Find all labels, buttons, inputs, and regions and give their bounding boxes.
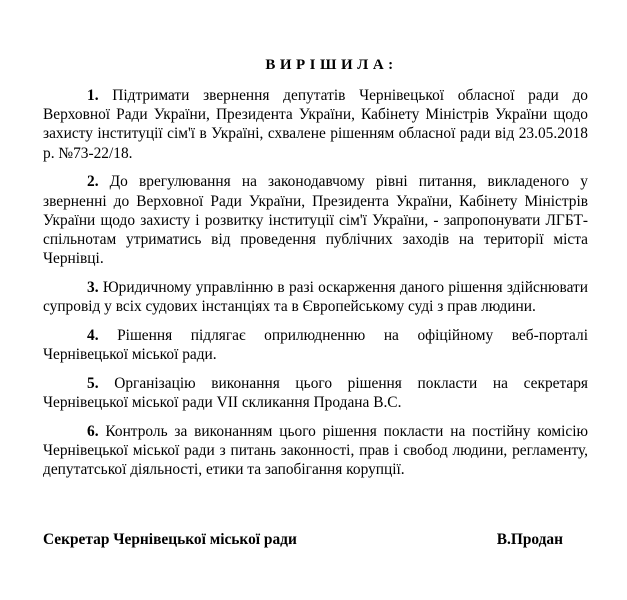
item-number: 4.	[87, 326, 99, 344]
item-number: 3.	[87, 278, 99, 296]
signatory-position: Секретар Чернівецької міської ради	[43, 531, 297, 548]
item-number: 1.	[87, 87, 99, 104]
item-number: 2.	[87, 173, 99, 191]
item-number: 6.	[87, 422, 99, 440]
item-text: Контроль за виконанням цього рішення покласти на постійну комісію Чернівецької міської ради з питань законності, прав і свобод людини, регламенту, депутатської діяльності, етики та запобігання корупції.	[43, 422, 588, 478]
item-text: Організацію виконання цього рішення покласти на секретаря Чернівецької міської ради VII скликання Продана В.С.	[43, 374, 589, 411]
item-text: Підтримати звернення депутатів Чернівецької обласної ради до Верховної Ради України, Президента України, Кабінету Міністрів України щодо захисту інституції сім'ї в Україні, схвалене рішенням обласної ради від 23.05.2018 р. №73-22/18.	[43, 87, 588, 162]
decision-item-1	[43, 86, 588, 163]
decision-item-2	[43, 172, 588, 268]
decision-heading: ВИРІШИЛА:	[265, 57, 398, 73]
item-text: Рішення підлягає оприлюдненню на офіційному веб-порталі Чернівецької міської ради.	[43, 326, 588, 363]
item-text: Юридичному управлінню в разі оскарження даного рішення здійснювати супровід у всіх судових інстанціях та в Європейському суді з прав людини.	[43, 278, 588, 316]
decision-item-3	[43, 278, 588, 316]
decision-items	[43, 86, 588, 489]
item-text: До врегулювання на законодавчому рівні питання, викладеного у зверненні до Верховної Ради України, Президента України, Кабінету Міністрів України щодо захисту і розвитку інституції сім'ї України, - запропонувати ЛГБТ-спільнотам утриматись від проведення публічних заходів на території міста Чернівці.	[43, 173, 588, 268]
decision-item-4	[43, 326, 588, 364]
decision-item-6	[43, 422, 588, 480]
decision-item-5	[43, 374, 588, 412]
item-number: 5.	[87, 374, 99, 392]
signatory-name: В.Продан	[496, 531, 563, 548]
signature-block	[43, 531, 563, 549]
